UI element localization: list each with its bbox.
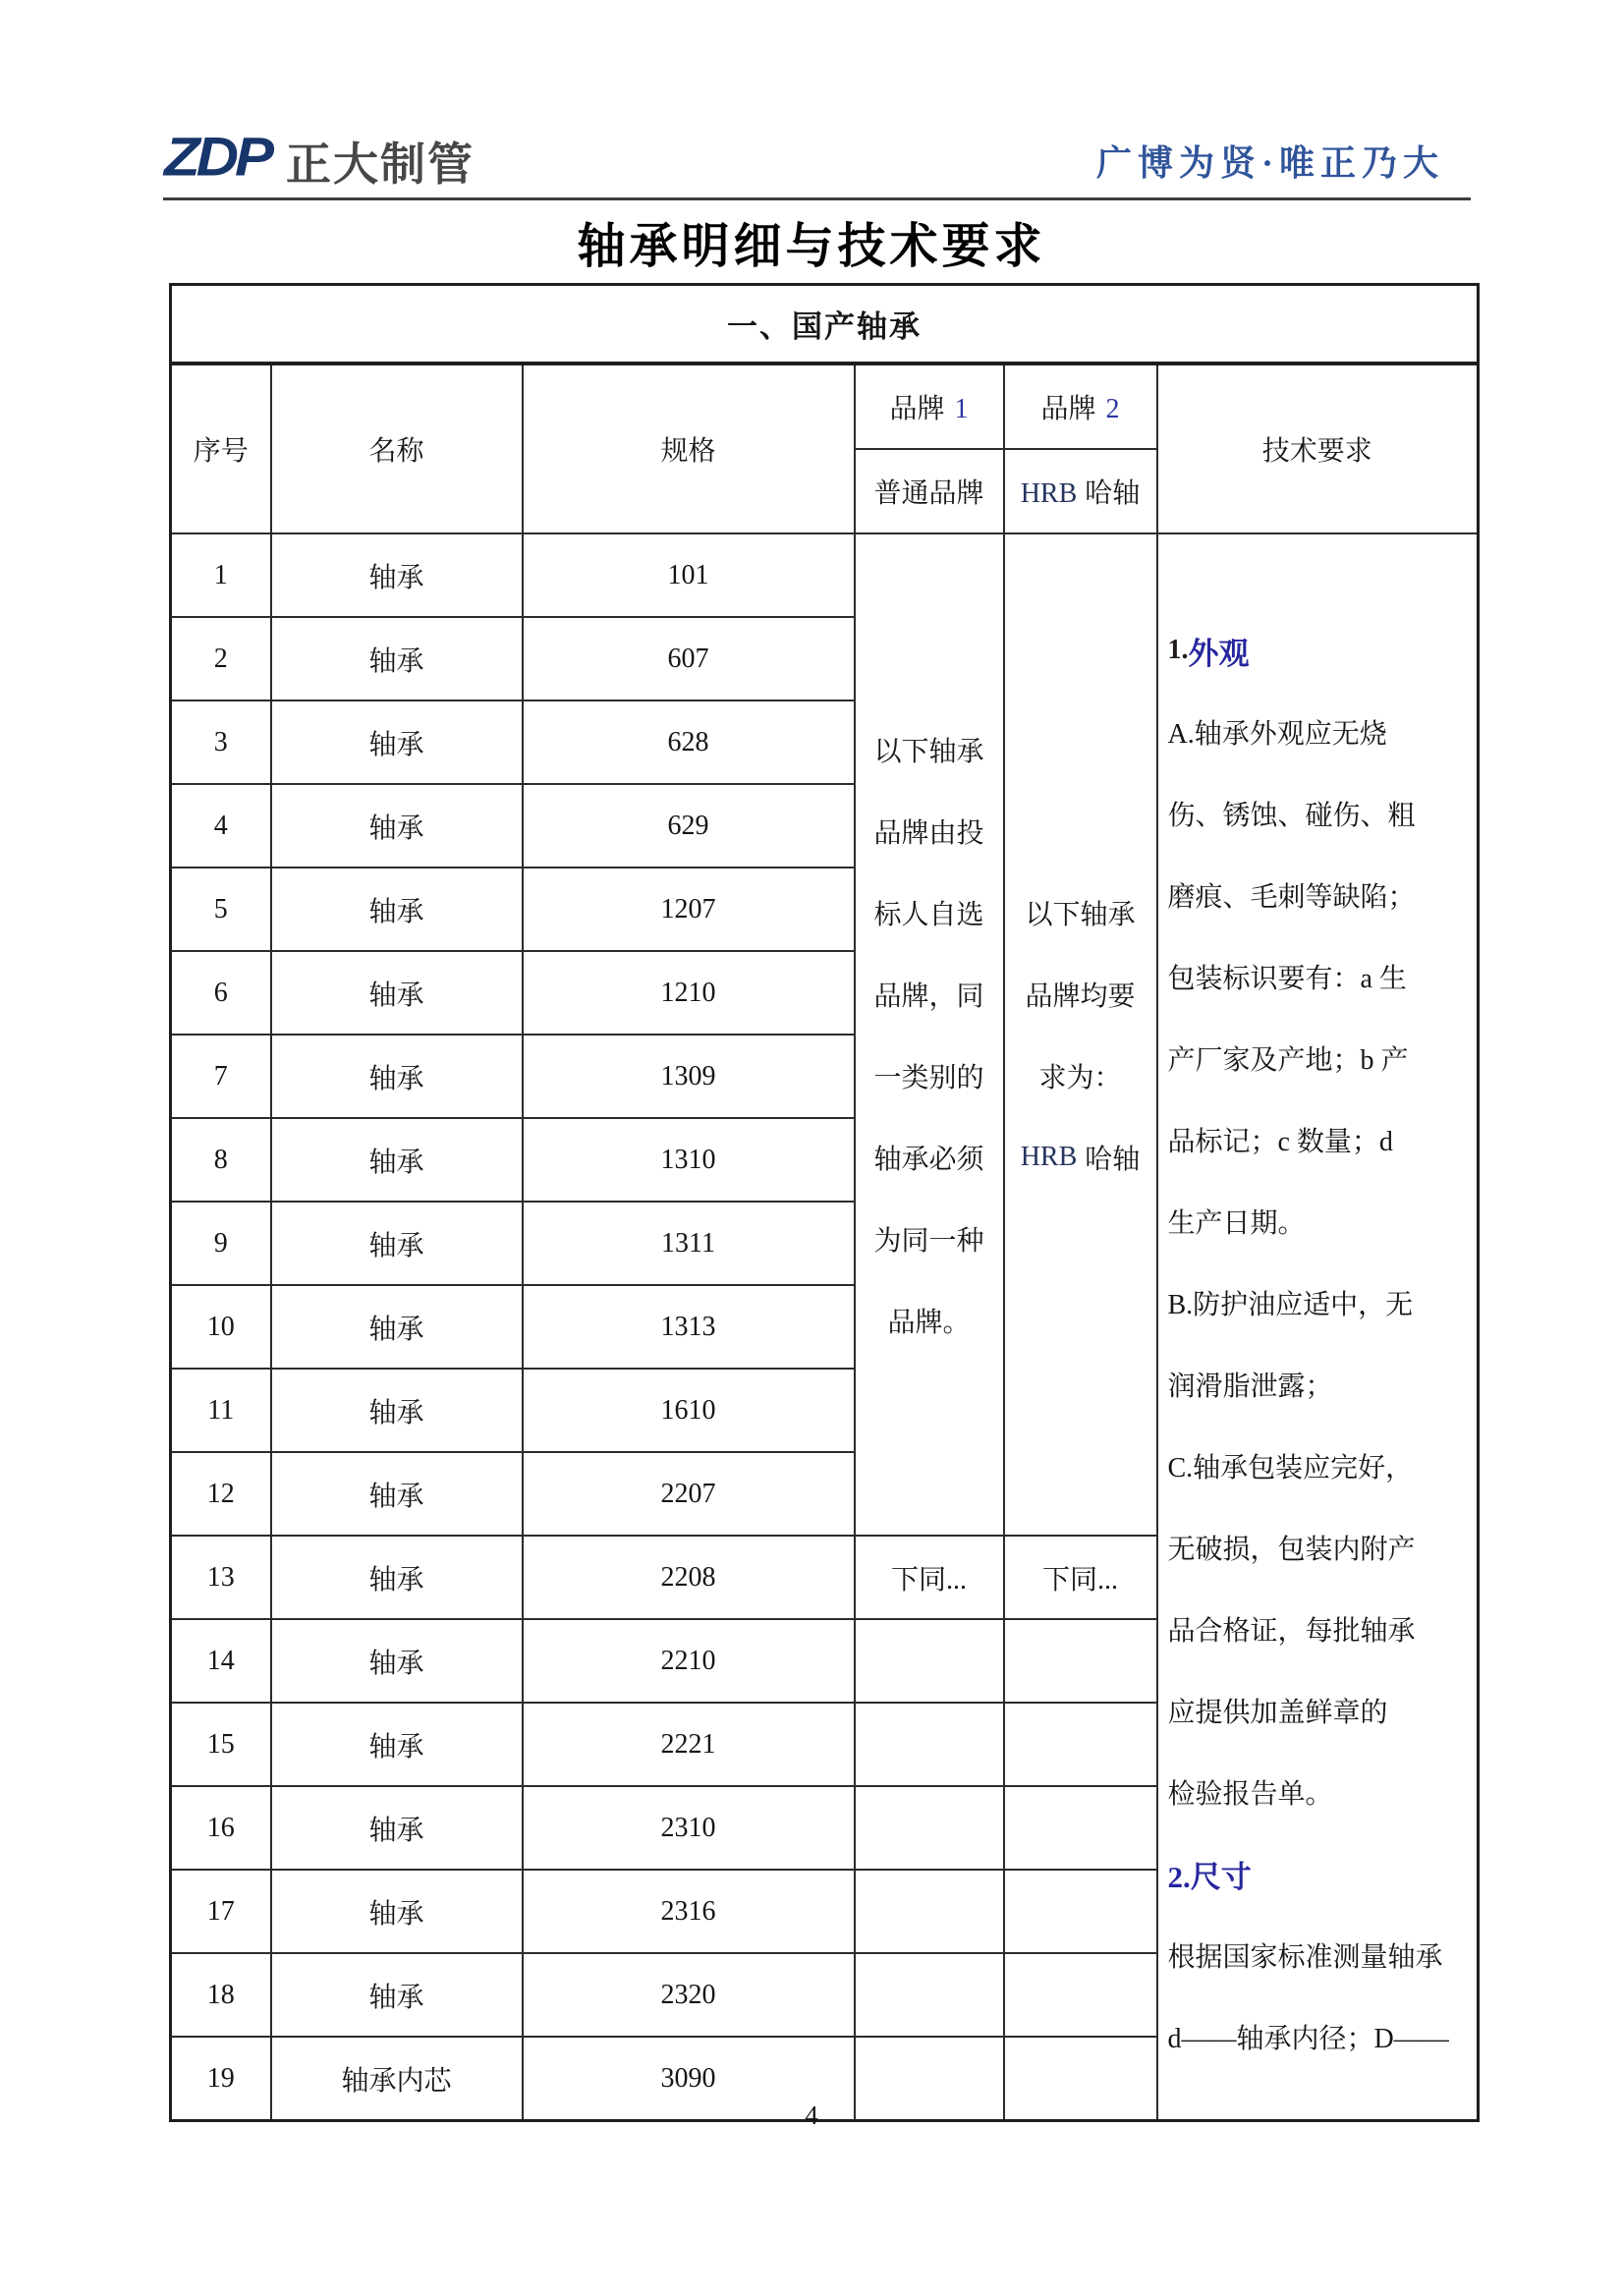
cell-spec: 1610 — [523, 1369, 855, 1452]
cell-seq: 2 — [171, 617, 271, 700]
tech-heading-line: 2.尺寸 — [1167, 1859, 1252, 1894]
cell-spec: 2208 — [523, 1536, 855, 1619]
cell-spec: 629 — [523, 784, 855, 868]
cell-seq: 6 — [171, 951, 271, 1035]
cell-name: 轴承 — [271, 868, 523, 951]
table-section-row — [171, 285, 1479, 364]
brand1-note-line: 轴承必须 — [873, 1144, 984, 1175]
company-slogan: 广博为贤·唯正乃大 — [1095, 143, 1444, 183]
cell-brand2-empty — [1004, 1786, 1157, 1870]
cell-seq: 4 — [171, 784, 271, 868]
col-header-spec: 规格 — [523, 364, 855, 533]
brand2-note-line: 品牌均要 — [1025, 980, 1136, 1012]
col-header-brand1 — [855, 364, 1004, 449]
cell-name: 轴承 — [271, 1619, 523, 1703]
cell-brand2-empty — [1004, 1619, 1157, 1703]
page-title: 轴承明细与技术要求 — [577, 219, 1046, 273]
col-header-brand1-sub: 普通品牌 — [855, 449, 1004, 533]
cell-brand1-empty — [855, 1786, 1004, 1870]
cell-spec: 607 — [523, 617, 855, 700]
cell-spec: 2316 — [523, 1870, 855, 1953]
cell-spec: 3090 — [523, 2037, 855, 2121]
brand1-note-line: 一类别的 — [873, 1062, 984, 1093]
cell-spec: 2320 — [523, 1953, 855, 2037]
cell-name: 轴承 — [271, 1870, 523, 1953]
cell-spec: 1310 — [523, 1118, 855, 1202]
brand1-note-line: 品牌由投 — [873, 817, 984, 849]
brand2-label: 品牌 — [1040, 394, 1096, 424]
cell-name: 轴承 — [271, 1452, 523, 1536]
brand1-note-line: 品牌，同 — [873, 980, 984, 1012]
tech-requirements-cell — [1157, 533, 1479, 2121]
cell-name: 轴承 — [271, 617, 523, 700]
brand2-note-line: HRB 哈轴 — [1020, 1141, 1141, 1175]
col-header-seq: 序号 — [171, 364, 271, 533]
cell-seq: 11 — [171, 1369, 271, 1452]
tech-text-line: 品合格证，每批轴承 — [1167, 1616, 1416, 1647]
page-number: 4 — [805, 2100, 818, 2130]
cell-brand2-empty — [1004, 1703, 1157, 1786]
tech-text-line: 生产日期。 — [1167, 1208, 1306, 1239]
hrb-text: HRB — [1020, 1141, 1078, 1172]
table-header-row-1 — [171, 364, 1479, 449]
col-header-name: 名称 — [271, 364, 523, 533]
brand1-note-line: 品牌。 — [887, 1307, 971, 1338]
cell-name: 轴承 — [271, 1703, 523, 1786]
cell-seq: 8 — [171, 1118, 271, 1202]
brand1-note-cell — [855, 533, 1004, 1536]
cell-spec: 1210 — [523, 951, 855, 1035]
tech-text-line: 根据国家标准测量轴承 — [1167, 1942, 1443, 1973]
company-name: 正大制管 — [286, 139, 475, 190]
cell-seq: 12 — [171, 1452, 271, 1536]
cell-spec: 1313 — [523, 1285, 855, 1369]
brand1-note-line: 为同一种 — [873, 1225, 984, 1257]
section-title: 一、国产轴承 — [171, 285, 1479, 364]
cell-name: 轴承 — [271, 1369, 523, 1452]
tech-text-line: 应提供加盖鲜章的 — [1167, 1698, 1388, 1728]
cell-spec: 2221 — [523, 1703, 855, 1786]
tech-heading-line: 1. 外观 — [1167, 635, 1250, 671]
tech-text-line: 产厂家及产地；b 产 — [1167, 1045, 1409, 1076]
cell-seq: 3 — [171, 700, 271, 784]
cell-spec: 1309 — [523, 1035, 855, 1118]
brand1-note-line: 标人自选 — [873, 899, 984, 930]
cell-spec: 1311 — [523, 1202, 855, 1285]
cell-seq: 18 — [171, 1953, 271, 2037]
cell-name: 轴承 — [271, 1285, 523, 1369]
cell-name: 轴承内芯 — [271, 2037, 523, 2121]
cell-spec: 2207 — [523, 1452, 855, 1536]
tech-text-line: 伤、锈蚀、碰伤、粗 — [1167, 801, 1416, 831]
cell-spec: 101 — [523, 533, 855, 617]
cell-spec: 2210 — [523, 1619, 855, 1703]
tech-text-line: A.轴承外观应无烧 — [1167, 719, 1387, 750]
cell-name: 轴承 — [271, 700, 523, 784]
cell-brand1-empty — [855, 1953, 1004, 2037]
cell-brand1-empty — [855, 1619, 1004, 1703]
hrb-label: HRB — [1020, 478, 1078, 509]
cell-brand1-empty — [855, 1870, 1004, 1953]
cell-seq: 13 — [171, 1536, 271, 1619]
cell-name: 轴承 — [271, 1786, 523, 1870]
tech-text-line: 品标记；c 数量；d — [1167, 1127, 1393, 1157]
cell-seq: 10 — [171, 1285, 271, 1369]
cell-name: 轴承 — [271, 1536, 523, 1619]
bearing-table — [169, 283, 1480, 2122]
tech-text-line: 无破损，包装内附产 — [1167, 1535, 1416, 1565]
company-logo — [164, 116, 475, 190]
brand1-note-line: 以下轴承 — [873, 736, 984, 767]
cell-brand2-ditto: 下同... — [1004, 1536, 1157, 1619]
cell-brand1-ditto: 下同... — [855, 1536, 1004, 1619]
cell-seq: 5 — [171, 868, 271, 951]
tech-text-line: 磨痕、毛刺等缺陷； — [1167, 882, 1416, 913]
tech-text-line: 包装标识要有：a 生 — [1167, 964, 1407, 994]
cell-seq: 17 — [171, 1870, 271, 1953]
cell-name: 轴承 — [271, 1202, 523, 1285]
cell-name: 轴承 — [271, 1035, 523, 1118]
cell-spec: 628 — [523, 700, 855, 784]
cell-name: 轴承 — [271, 1953, 523, 2037]
col-header-brand2 — [1004, 364, 1157, 449]
cell-name: 轴承 — [271, 784, 523, 868]
tech-text-line: 润滑脂泄露； — [1167, 1372, 1333, 1402]
zdp-logo-mark: ZDP — [164, 126, 270, 188]
cell-seq: 9 — [171, 1202, 271, 1285]
tech-text-line: B.防护油应适中，无 — [1167, 1290, 1414, 1320]
cell-seq: 19 — [171, 2037, 271, 2121]
cell-name: 轴承 — [271, 533, 523, 617]
cell-brand2-empty — [1004, 1953, 1157, 2037]
cell-seq: 15 — [171, 1703, 271, 1786]
cell-spec: 2310 — [523, 1786, 855, 1870]
cell-seq: 7 — [171, 1035, 271, 1118]
cell-name: 轴承 — [271, 1118, 523, 1202]
header-divider — [163, 197, 1471, 200]
table-row — [171, 533, 1479, 617]
tech-text-line: 检验报告单。 — [1167, 1779, 1333, 1810]
cell-brand1-empty — [855, 1703, 1004, 1786]
hrb-cn-label: 哈轴 — [1085, 478, 1141, 509]
brand2-note-cell — [1004, 533, 1157, 1536]
brand1-number: 1 — [954, 394, 969, 424]
brand1-label: 品牌 — [889, 394, 945, 424]
cell-seq: 1 — [171, 533, 271, 617]
brand2-note-line: 求为： — [1038, 1062, 1122, 1093]
brand2-note-line: 以下轴承 — [1025, 899, 1136, 930]
cell-seq: 16 — [171, 1786, 271, 1870]
cell-brand2-empty — [1004, 1870, 1157, 1953]
col-header-tech: 技术要求 — [1157, 364, 1479, 533]
tech-text-line: C.轴承包装应完好， — [1167, 1453, 1414, 1484]
tech-text-line: d——轴承内径；D—— — [1167, 2024, 1449, 2054]
col-header-brand2-sub — [1004, 449, 1157, 533]
brand2-number: 2 — [1105, 394, 1120, 424]
cell-name: 轴承 — [271, 951, 523, 1035]
cell-spec: 1207 — [523, 868, 855, 951]
cell-seq: 14 — [171, 1619, 271, 1703]
